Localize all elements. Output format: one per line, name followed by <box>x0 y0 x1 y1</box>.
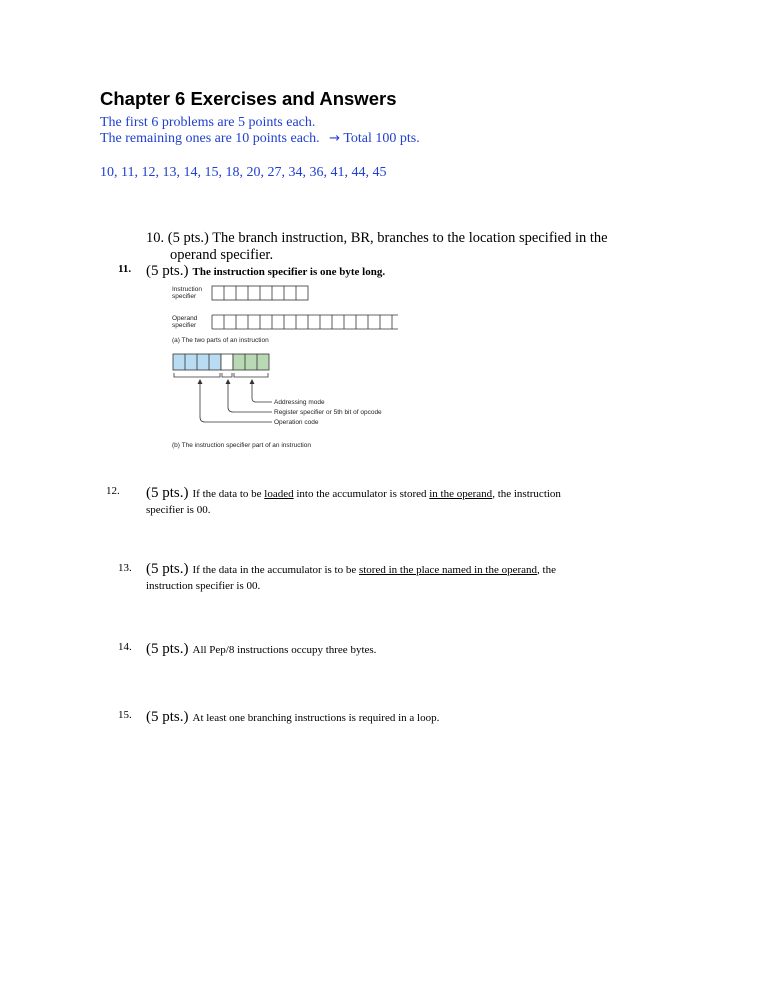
question-11-answer: The instruction specifier is one byte long. <box>192 266 386 278</box>
page-title: Chapter 6 Exercises and Answers <box>100 88 397 109</box>
question-10-line-1: 10. (5 pts.) The branch instruction, BR, branches to the location specified in the <box>146 230 608 246</box>
question-13-text-2: , the <box>537 564 556 576</box>
question-12-number: 12. <box>106 485 120 497</box>
scoring-line-2-prefix: The remaining ones are 10 points each. <box>100 131 320 146</box>
pointer-arrowheads <box>198 379 255 384</box>
figure-label-instruction-2: specifier <box>172 293 197 300</box>
figure-label-addressing-mode: Addressing mode <box>274 399 325 406</box>
question-15-points: (5 pts.) <box>146 709 189 725</box>
question-13-number: 13. <box>118 562 132 574</box>
question-10-line-2: operand specifier. <box>170 247 274 263</box>
question-12-underline-1: loaded <box>264 488 294 500</box>
question-12-line-2: specifier is 00. <box>146 504 211 516</box>
instruction-format-figure <box>162 285 412 455</box>
question-11-points: (5 pts.) <box>146 263 189 279</box>
question-15-answer: At least one branching instructions is required in a loop. <box>192 712 440 724</box>
field-pointer-lines <box>200 383 272 422</box>
scoring-line-2 <box>100 131 420 147</box>
question-13-line-2: instruction specifier is 00. <box>146 580 261 592</box>
question-14-answer: All Pep/8 instructions occupy three bytes. <box>192 644 377 656</box>
question-12-underline-2: in the operand <box>429 488 493 500</box>
question-15-number: 15. <box>118 709 132 721</box>
addressing-mode-field <box>233 354 269 370</box>
figure-caption-b: (b) The instruction specifier part of an instruction <box>172 442 311 449</box>
scoring-line-1: The first 6 problems are 5 points each. <box>100 115 316 130</box>
question-10 <box>146 230 666 264</box>
question-12-text-2: into the accumulator is stored <box>293 488 430 500</box>
question-14 <box>146 640 376 658</box>
opcode-field <box>173 354 221 370</box>
problem-list: 10, 11, 12, 13, 14, 15, 18, 20, 27, 34, 36, 41, 44, 45 <box>100 165 387 180</box>
field-brackets <box>174 373 268 377</box>
figure-label-operand-1: Operand <box>172 315 198 322</box>
question-12-text-3: , the instruction <box>492 488 561 500</box>
question-12-points: (5 pts.) <box>146 485 189 501</box>
question-13 <box>146 561 666 594</box>
question-14-points: (5 pts.) <box>146 641 189 657</box>
instruction-specifier-cells <box>212 286 308 300</box>
register-field <box>221 354 233 370</box>
figure-caption-a: (a) The two parts of an instruction <box>172 337 269 344</box>
arrow-right-icon: → <box>329 131 341 146</box>
scoring-total: Total 100 pts. <box>343 131 420 146</box>
figure-label-register-specifier: Register specifier or 5th bit of opcode <box>274 409 382 416</box>
question-13-points: (5 pts.) <box>146 561 189 577</box>
question-14-number: 14. <box>118 641 132 653</box>
question-13-underline-1: stored in the place named in the operand <box>358 564 538 576</box>
question-13-text-1: If the data in the accumulator is to be <box>192 564 359 576</box>
figure-label-instruction-1: Instruction <box>172 286 202 293</box>
figure-label-operand-2: specifier <box>172 322 197 329</box>
figure-label-operation-code: Operation code <box>274 419 319 426</box>
question-15 <box>146 708 439 726</box>
operand-specifier-cells <box>212 315 398 329</box>
question-12 <box>146 485 666 518</box>
question-11 <box>146 262 385 280</box>
question-12-text-1: If the data to be <box>192 488 265 500</box>
question-11-number: 11. <box>118 263 132 275</box>
